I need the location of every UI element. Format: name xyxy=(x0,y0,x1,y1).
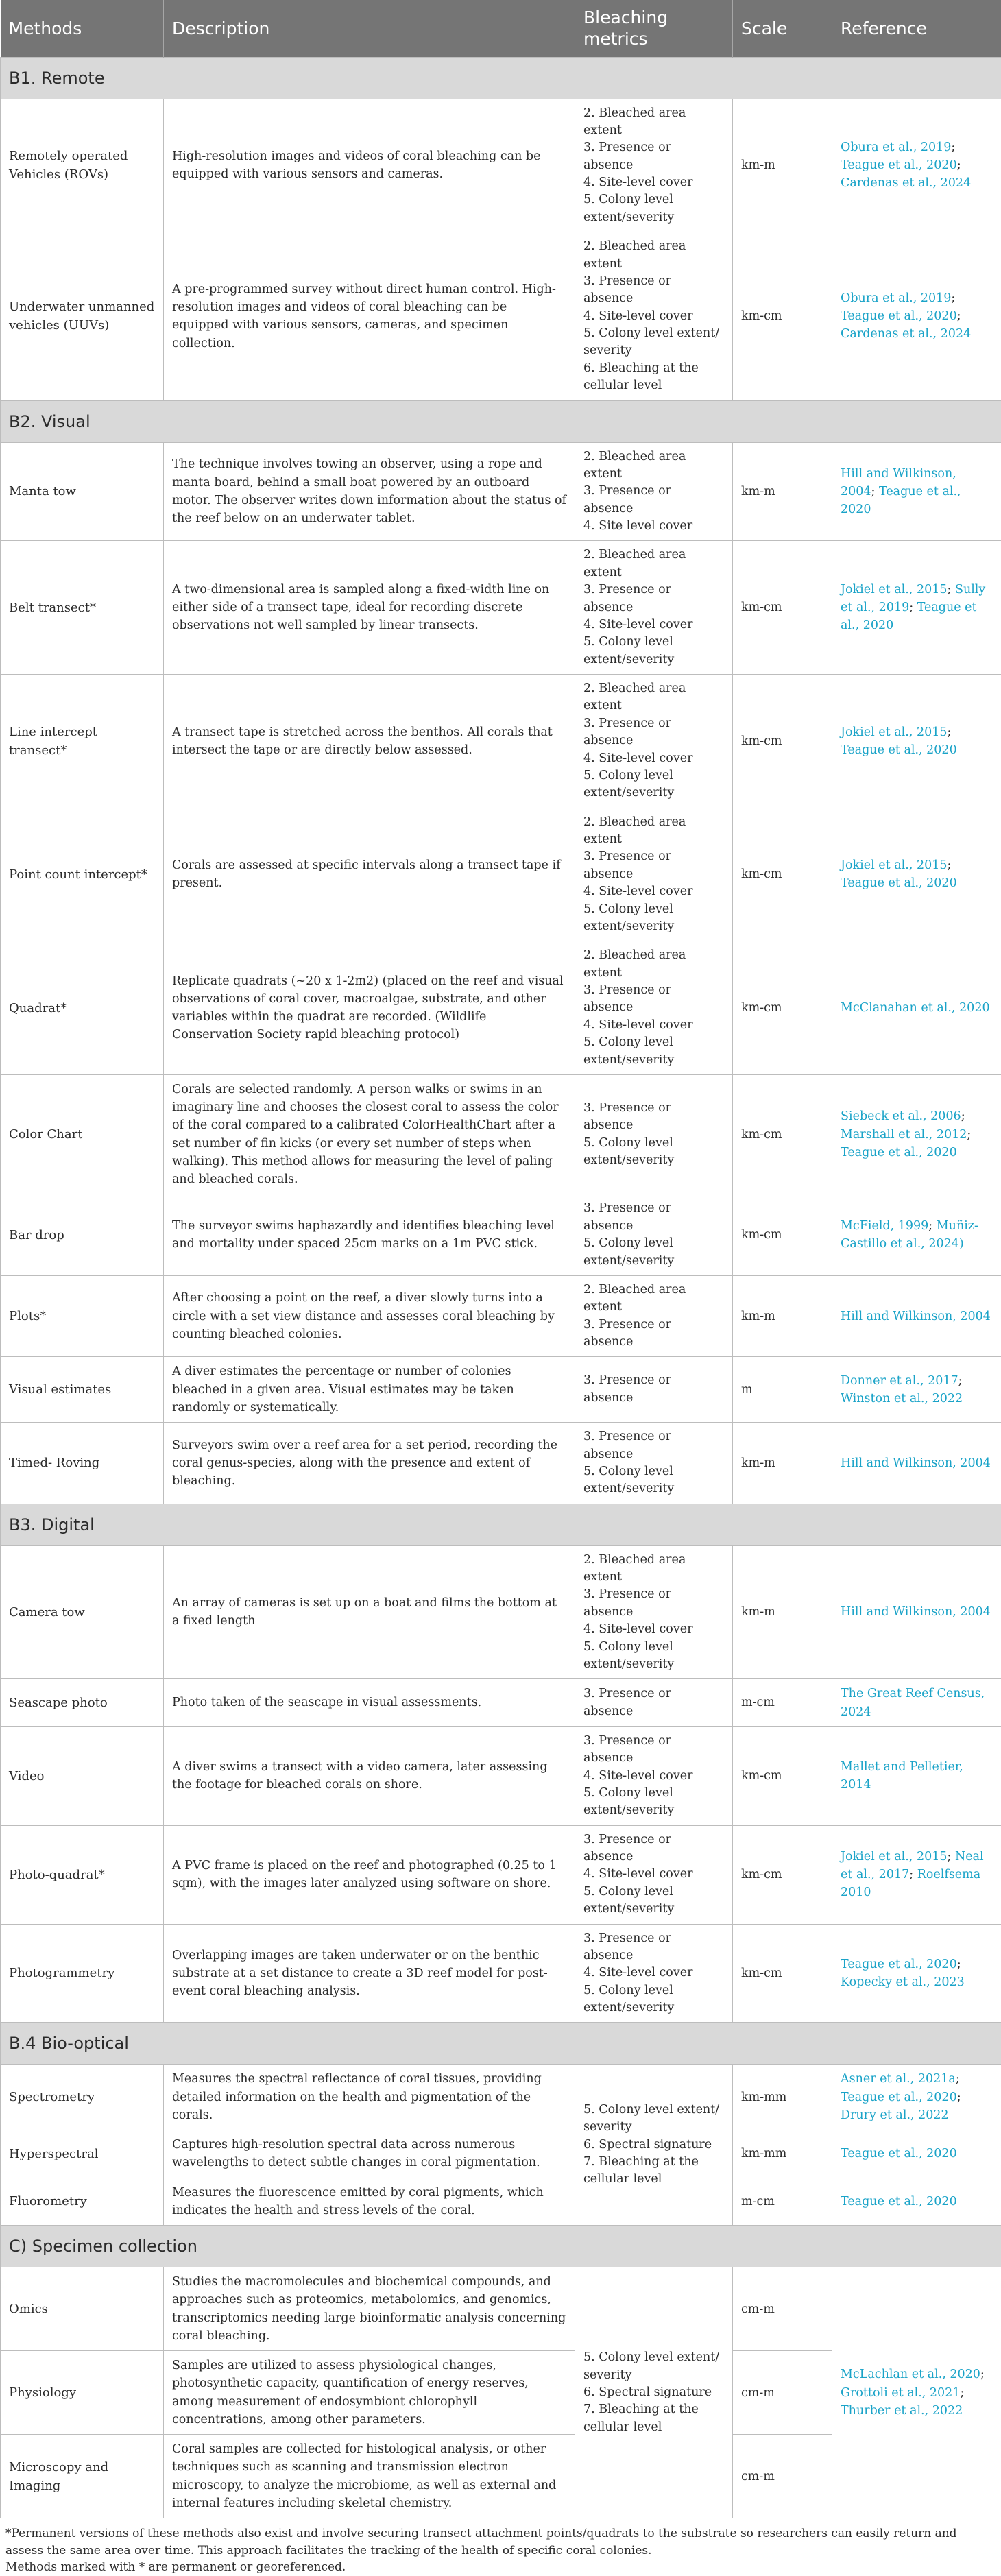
reference-link[interactable]: Hill and Wilkinson, 2004 xyxy=(841,1310,991,1323)
section-title: B2. Visual xyxy=(1,400,1001,442)
method-cell: Timed- Roving xyxy=(1,1423,164,1504)
method-cell: Video xyxy=(1,1726,164,1825)
description-cell: After choosing a point on the reef, a diver slowly turns into a circle with a set view distance and assesses coral bleaching by counting bleached colonies. xyxy=(164,1275,575,1357)
metric-item: 2. Bleached area extent xyxy=(583,1281,724,1316)
description-cell: Surveyors swim over a reef area for a set period, recording the coral genus-species, along with the presence and extent of bleaching. xyxy=(164,1423,575,1504)
metric-item: 7. Bleaching at the cellular level xyxy=(583,2401,724,2436)
metric-item: 3. Presence or absence xyxy=(583,848,724,883)
metric-item: 5. Colony level extent/severity xyxy=(583,1639,724,1674)
reference-link[interactable]: Cardenas et al., 2024 xyxy=(841,176,971,190)
scale-cell: cm-m xyxy=(733,2267,832,2351)
metric-item: 4. Site-level cover xyxy=(583,174,724,191)
table-row xyxy=(1,941,1001,1075)
reference-cell xyxy=(832,1924,1001,2023)
reference-link[interactable]: Jokiel et al., 2015 xyxy=(841,725,947,739)
method-cell: Photo-quadrat* xyxy=(1,1825,164,1924)
metrics-cell xyxy=(575,1275,733,1357)
reference-link[interactable]: Asner et al., 2021a xyxy=(841,2072,956,2086)
metrics-cell xyxy=(575,2065,733,2226)
reference-link[interactable]: The Great Reef Census, 2024 xyxy=(841,1687,985,1718)
reference-cell xyxy=(832,2178,1001,2226)
section-row xyxy=(1,1504,1001,1545)
section-row xyxy=(1,400,1001,442)
reference-cell xyxy=(832,1357,1001,1423)
reference-separator: ; xyxy=(909,1868,917,1881)
metric-item: 4. Site-level cover xyxy=(583,1866,724,1883)
scale-cell: km-cm xyxy=(733,1074,832,1194)
method-cell: Plots* xyxy=(1,1275,164,1357)
metrics-cell xyxy=(575,442,733,541)
reference-separator: ; xyxy=(947,858,951,872)
table-row xyxy=(1,1679,1001,1727)
header-reference: Reference xyxy=(832,0,1001,57)
metric-item: 4. Site-level cover xyxy=(583,883,724,900)
footnotes xyxy=(0,2518,1001,2576)
description-cell: Overlapping images are taken underwater or on the benthic substrate at a set distance to create a 3D reef model for post-event coral bleaching analysis. xyxy=(164,1924,575,2023)
section-title: C) Specimen collection xyxy=(1,2226,1001,2267)
table-row xyxy=(1,1275,1001,1357)
metrics-cell xyxy=(575,2267,733,2518)
reference-cell xyxy=(832,442,1001,541)
metric-item: 4. Site-level cover xyxy=(583,1017,724,1034)
reference-link[interactable]: Teague et al., 2020 xyxy=(841,309,957,323)
metric-item: 5. Colony level extent/severity xyxy=(583,1463,724,1498)
reference-link[interactable]: Donner et al., 2017 xyxy=(841,1374,958,1388)
reference-separator: ; xyxy=(956,2072,960,2086)
method-cell: Underwater unmanned vehicles (UUVs) xyxy=(1,232,164,400)
method-cell: Spectrometry xyxy=(1,2065,164,2130)
reference-cell xyxy=(832,232,1001,400)
table-row xyxy=(1,1825,1001,1924)
reference-separator: ; xyxy=(947,725,951,739)
reference-cell xyxy=(832,808,1001,941)
metric-item: 5. Colony level extent/severity xyxy=(583,767,724,802)
reference-separator: ; xyxy=(871,485,879,498)
scale-cell: m xyxy=(733,1357,832,1423)
reference-cell xyxy=(832,675,1001,808)
table-row xyxy=(1,442,1001,541)
metric-item: 7. Bleaching at the cellular level xyxy=(583,2154,724,2189)
scale-cell: km-m xyxy=(733,1275,832,1357)
method-cell: Fluorometry xyxy=(1,2178,164,2226)
table-row xyxy=(1,2130,1001,2178)
description-cell: A transect tape is stretched across the benthos. All corals that intersect the tape or are directly below assessed. xyxy=(164,675,575,808)
metric-item: 3. Presence or absence xyxy=(583,1586,724,1621)
reference-link[interactable]: Drury et al., 2022 xyxy=(841,2108,949,2122)
metric-item: 2. Bleached area extent xyxy=(583,814,724,849)
method-cell: Physiology xyxy=(1,2351,164,2435)
metric-item: 3. Presence or absence xyxy=(583,581,724,616)
reference-cell xyxy=(832,541,1001,675)
metric-item: 5. Colony level extent/severity xyxy=(583,1982,724,2017)
metrics-cell xyxy=(575,675,733,808)
section-title: B1. Remote xyxy=(1,57,1001,99)
table-row xyxy=(1,1924,1001,2023)
description-cell: Captures high-resolution spectral data across numerous wavelengths to detect subtle changes in coral pigmentation. xyxy=(164,2130,575,2178)
metric-item: 3. Presence or absence xyxy=(583,1930,724,1965)
table-row xyxy=(1,1726,1001,1825)
scale-cell: km-cm xyxy=(733,1726,832,1825)
metric-item: 2. Bleached area extent xyxy=(583,947,724,982)
section-title: B3. Digital xyxy=(1,1504,1001,1545)
metric-item: 3. Presence or absence xyxy=(583,1200,724,1235)
reference-link[interactable]: Jokiel et al., 2015 xyxy=(841,583,947,597)
metric-item: 4. Site-level cover xyxy=(583,1964,724,1982)
header-scale: Scale xyxy=(733,0,832,57)
scale-cell: km-cm xyxy=(733,1825,832,1924)
reference-separator: ; xyxy=(967,1128,971,1142)
metric-item: 4. Site-level cover xyxy=(583,1768,724,1785)
scale-cell: km-cm xyxy=(733,1194,832,1276)
reference-separator: ; xyxy=(957,158,961,172)
description-cell: A PVC frame is placed on the reef and photographed (0.25 to 1 sqm), with the images later analyzed using software on shore. xyxy=(164,1825,575,1924)
table-row xyxy=(1,1423,1001,1504)
metric-item: 2. Bleached area extent xyxy=(583,546,724,581)
metric-item: 3. Presence or absence xyxy=(583,982,724,1017)
reference-cell xyxy=(832,1726,1001,1825)
metric-item: 5. Colony level extent/severity xyxy=(583,1785,724,1820)
metric-item: 3. Presence or absence xyxy=(583,273,724,308)
metric-item: 5. Colony level extent/severity xyxy=(583,1883,724,1918)
metric-item: 5. Colony level extent/severity xyxy=(583,1034,724,1069)
table-row xyxy=(1,99,1001,232)
reference-link[interactable]: Siebeck et al., 2006 xyxy=(841,1109,961,1123)
scale-cell: km-m xyxy=(733,1545,832,1679)
method-cell: Line intercept transect* xyxy=(1,675,164,808)
reference-cell xyxy=(832,1194,1001,1276)
metric-item: 2. Bleached area extent xyxy=(583,238,724,273)
scale-cell: km-cm xyxy=(733,675,832,808)
metric-item: 2. Bleached area extent xyxy=(583,448,724,483)
table-row xyxy=(1,541,1001,675)
header-description: Description xyxy=(164,0,575,57)
scale-cell: km-m xyxy=(733,99,832,232)
scale-cell: km-cm xyxy=(733,808,832,941)
scale-cell: km-mm xyxy=(733,2065,832,2130)
reference-link[interactable]: Cardenas et al., 2024 xyxy=(841,327,971,341)
reference-link[interactable]: Kopecky et al., 2023 xyxy=(841,1975,965,1989)
reference-link[interactable]: Winston et al., 2022 xyxy=(841,1392,963,1406)
metric-item: 3. Presence or absence xyxy=(583,1316,724,1351)
section-row xyxy=(1,57,1001,99)
metrics-cell xyxy=(575,232,733,400)
metric-item: 3. Presence or absence xyxy=(583,715,724,750)
description-cell: A diver estimates the percentage or number of colonies bleached in a given area. Visual estimates may be taken randomly or systematically. xyxy=(164,1357,575,1423)
metric-item: 5. Colony level extent/severity xyxy=(583,191,724,226)
footnote-marked: Methods marked with * are permanent or georeferenced. xyxy=(5,2559,996,2576)
reference-cell xyxy=(832,1275,1001,1357)
table-row xyxy=(1,1194,1001,1276)
reference-link[interactable]: Teague et al., 2020 xyxy=(841,1958,957,1971)
reference-link[interactable]: Teague et al., 2020 xyxy=(841,2195,957,2208)
reference-link[interactable]: Grottoli et al., 2021 xyxy=(841,2386,960,2400)
scale-cell: m-cm xyxy=(733,2178,832,2226)
table-row xyxy=(1,675,1001,808)
metric-item: 5. Colony level extent/severity xyxy=(583,634,724,669)
metrics-cell xyxy=(575,541,733,675)
method-cell: Color Chart xyxy=(1,1074,164,1194)
scale-cell: m-cm xyxy=(733,1679,832,1727)
metric-item: 4. Site-level cover xyxy=(583,308,724,325)
metric-item: 3. Presence or absence xyxy=(583,483,724,518)
metric-item: 2. Bleached area extent xyxy=(583,1552,724,1587)
reference-separator: ; xyxy=(961,1109,965,1123)
description-cell: Corals are assessed at specific intervals along a transect tape if present. xyxy=(164,808,575,941)
metric-item: 3. Presence or absence xyxy=(583,139,724,174)
reference-separator: ; xyxy=(951,291,955,305)
metric-item: 5. Colony level extent/severity xyxy=(583,1235,724,1270)
metric-item: 3. Presence or absence xyxy=(583,1100,724,1135)
metric-item: 6. Spectral signature xyxy=(583,2384,724,2401)
section-row xyxy=(1,2023,1001,2065)
method-cell: Quadrat* xyxy=(1,941,164,1075)
reference-separator: ; xyxy=(957,309,961,323)
description-cell: Measures the spectral reflectance of coral tissues, providing detailed information on the health and pigmentation of the corals. xyxy=(164,2065,575,2130)
metric-item: 3. Presence or absence xyxy=(583,1428,724,1463)
scale-cell: cm-m xyxy=(733,2351,832,2435)
metrics-cell xyxy=(575,1545,733,1679)
reference-link[interactable]: Jokiel et al., 2015 xyxy=(841,1850,947,1864)
metrics-cell xyxy=(575,1726,733,1825)
method-cell: Belt transect* xyxy=(1,541,164,675)
reference-link[interactable]: Sully et al., 2019 xyxy=(841,583,985,614)
metric-item: 5. Colony level extent/ severity xyxy=(583,325,724,360)
reference-cell xyxy=(832,1074,1001,1194)
metric-item: 6. Spectral signature xyxy=(583,2136,724,2154)
reference-link[interactable]: Obura et al., 2019 xyxy=(841,141,951,154)
reference-separator: ; xyxy=(951,141,955,154)
table-row xyxy=(1,2178,1001,2226)
metrics-cell xyxy=(575,1074,733,1194)
description-cell: The surveyor swims haphazardly and identifies bleaching level and mortality under spaced 25cm marks on a 1m PVC stick. xyxy=(164,1194,575,1276)
reference-cell xyxy=(832,1825,1001,1924)
scale-cell: km-m xyxy=(733,442,832,541)
reference-link[interactable]: Hill and Wilkinson, 2004 xyxy=(841,467,956,498)
reference-link[interactable]: Teague et al., 2020 xyxy=(841,2147,957,2160)
table-row xyxy=(1,232,1001,400)
reference-cell xyxy=(832,1423,1001,1504)
description-cell: Photo taken of the seascape in visual assessments. xyxy=(164,1679,575,1727)
reference-cell xyxy=(832,2065,1001,2130)
method-cell: Visual estimates xyxy=(1,1357,164,1423)
metric-item: 3. Presence or absence xyxy=(583,1831,724,1866)
metric-item: 2. Bleached area extent xyxy=(583,680,724,715)
reference-link[interactable]: Mallet and Pelletier, 2014 xyxy=(841,1760,963,1792)
reference-link[interactable]: Teague et al., 2020 xyxy=(841,485,961,516)
reference-cell xyxy=(832,99,1001,232)
reference-link[interactable]: McField, 1999 xyxy=(841,1219,928,1233)
metric-item: 5. Colony level extent/severity xyxy=(583,1135,724,1170)
reference-separator: ; xyxy=(909,601,917,614)
description-cell: The technique involves towing an observer, using a rope and manta board, behind a small boat powered by an outboard motor. The observer writes down information about the status of the reef below on an underwater tablet. xyxy=(164,442,575,541)
reference-link[interactable]: Thurber et al., 2022 xyxy=(841,2404,963,2418)
description-cell: Measures the fluorescence emitted by coral pigments, which indicates the health and stress levels of the coral. xyxy=(164,2178,575,2226)
scale-cell: km-cm xyxy=(733,541,832,675)
metrics-cell xyxy=(575,1423,733,1504)
reference-cell xyxy=(832,2267,1001,2518)
scale-cell: km-cm xyxy=(733,232,832,400)
metrics-cell xyxy=(575,1825,733,1924)
description-cell: A diver swims a transect with a video camera, later assessing the footage for bleached corals on shore. xyxy=(164,1726,575,1825)
method-cell: Point count intercept* xyxy=(1,808,164,941)
reference-link[interactable]: Teague et al., 2020 xyxy=(841,601,977,632)
description-cell: Replicate quadrats (~20 x 1-2m2) (placed on the reef and visual observations of coral cover, macroalgae, substrate, and other variables within the quadrat are recorded. (Wildlife Conservation Society rapid bleaching protocol) xyxy=(164,941,575,1075)
description-cell: High-resolution images and videos of coral bleaching can be equipped with various sensors and cameras. xyxy=(164,99,575,232)
method-cell: Hyperspectral xyxy=(1,2130,164,2178)
reference-link[interactable]: Teague et al., 2020 xyxy=(841,158,957,172)
metric-item: 3. Presence or absence xyxy=(583,1685,724,1720)
reference-cell xyxy=(832,941,1001,1075)
reference-link[interactable]: Teague et al., 2020 xyxy=(841,1146,957,1159)
reference-link[interactable]: Marshall et al., 2012 xyxy=(841,1128,967,1142)
metrics-cell xyxy=(575,1679,733,1727)
reference-link[interactable]: Teague et al., 2020 xyxy=(841,2091,957,2104)
metric-item: 5. Colony level extent/severity xyxy=(583,901,724,936)
scale-cell: cm-m xyxy=(733,2435,832,2518)
reference-cell xyxy=(832,1545,1001,1679)
reference-separator: ; xyxy=(980,2368,985,2381)
description-cell: A pre-programmed survey without direct human control. High-resolution images and videos of coral bleaching can be equipped with various sensors, cameras, and specimen collection. xyxy=(164,232,575,400)
reference-separator: ; xyxy=(947,583,954,597)
scale-cell: km-m xyxy=(733,1423,832,1504)
section-title: B.4 Bio-optical xyxy=(1,2023,1001,2065)
metric-item: 5. Colony level extent/ severity xyxy=(583,2102,724,2136)
table-body xyxy=(1,57,1001,2518)
method-cell: Camera tow xyxy=(1,1545,164,1679)
reference-separator: ; xyxy=(957,2091,961,2104)
footnote-permanent: *Permanent versions of these methods also exist and involve securing transect attachment points/quadrats to the substrate so researchers can easily return and assess the same area over time. This approach facilitates the tracking of the health of specific coral colonies. xyxy=(5,2525,996,2559)
reference-link[interactable]: Hill and Wilkinson, 2004 xyxy=(841,1605,991,1619)
metric-item: 3. Presence or absence xyxy=(583,1372,724,1407)
reference-cell xyxy=(832,1679,1001,1727)
method-cell: Bar drop xyxy=(1,1194,164,1276)
reference-separator: ; xyxy=(957,1958,961,1971)
description-cell: Coral samples are collected for histological analysis, or other techniques such as scanning and transmission electron microscopy, to analyze the microbiome, as well as external and internal features including skeletal chemistry. xyxy=(164,2435,575,2518)
metrics-cell xyxy=(575,1194,733,1276)
table-row xyxy=(1,2267,1001,2351)
table-row xyxy=(1,808,1001,941)
scale-cell: km-mm xyxy=(733,2130,832,2178)
metric-item: 6. Bleaching at the cellular level xyxy=(583,360,724,395)
description-cell: An array of cameras is set up on a boat and films the bottom at a fixed length xyxy=(164,1545,575,1679)
reference-separator: ; xyxy=(928,1219,936,1233)
metric-item: 4. Site-level cover xyxy=(583,1621,724,1638)
method-cell: Microscopy and Imaging xyxy=(1,2435,164,2518)
method-cell: Seascape photo xyxy=(1,1679,164,1727)
reference-link[interactable]: Muñiz-Castillo et al., 2024) xyxy=(841,1219,978,1251)
reference-link[interactable]: Roelfsema 2010 xyxy=(841,1868,980,1899)
metrics-cell xyxy=(575,1924,733,2023)
metrics-cell xyxy=(575,1357,733,1423)
table-row xyxy=(1,2065,1001,2130)
reference-link[interactable]: McClanahan et al., 2020 xyxy=(841,1001,990,1015)
method-cell: Remotely operated Vehicles (ROVs) xyxy=(1,99,164,232)
reference-link[interactable]: Obura et al., 2019 xyxy=(841,291,951,305)
table-row xyxy=(1,1545,1001,1679)
header-methods: Methods xyxy=(1,0,164,57)
reference-link[interactable]: Teague et al., 2020 xyxy=(841,876,957,890)
method-cell: Photogrammetry xyxy=(1,1924,164,2023)
scale-cell: km-cm xyxy=(733,1924,832,2023)
metric-item: 5. Colony level extent/ severity xyxy=(583,2349,724,2384)
reference-link[interactable]: Neal et al., 2017 xyxy=(841,1850,984,1881)
table-row xyxy=(1,1074,1001,1194)
description-cell: Samples are utilized to assess physiological changes, photosynthetic capacity, quantification of energy reserves, among measurement of endosymbiont chlorophyll concentrations, among other parameters. xyxy=(164,2351,575,2435)
reference-link[interactable]: Hill and Wilkinson, 2004 xyxy=(841,1456,991,1470)
metric-item: 4. Site level cover xyxy=(583,518,724,535)
method-cell: Omics xyxy=(1,2267,164,2351)
metric-item: 4. Site-level cover xyxy=(583,616,724,634)
reference-cell xyxy=(832,2130,1001,2178)
description-cell: Corals are selected randomly. A person walks or swims in an imaginary line and chooses the closest coral to assess the color of the coral compared to a calibrated ColorHealthChart after a set number of fin kicks (or every set number of steps when walking). This method allows for measuring the level of paling and bleached corals. xyxy=(164,1074,575,1194)
section-row xyxy=(1,2226,1001,2267)
reference-separator: ; xyxy=(947,1850,954,1864)
table-row xyxy=(1,1357,1001,1423)
method-cell: Manta tow xyxy=(1,442,164,541)
metrics-cell xyxy=(575,99,733,232)
reference-link[interactable]: McLachlan et al., 2020 xyxy=(841,2368,980,2381)
reference-link[interactable]: Teague et al., 2020 xyxy=(841,743,957,757)
description-cell: A two-dimensional area is sampled along a fixed-width line on either side of a transect tape, ideal for recording discrete observations not well sampled by linear transects. xyxy=(164,541,575,675)
description-cell: Studies the macromolecules and biochemical compounds, and approaches such as proteomics, metabolomics, and genomics, transcriptomics needing large bioinformatic analysis concerning coral bleaching. xyxy=(164,2267,575,2351)
metric-item: 3. Presence or absence xyxy=(583,1733,724,1768)
table-header-row xyxy=(1,0,1001,57)
metric-item: 4. Site-level cover xyxy=(583,750,724,767)
metric-item: 2. Bleached area extent xyxy=(583,105,724,140)
reference-separator: ; xyxy=(960,2386,964,2400)
reference-link[interactable]: Jokiel et al., 2015 xyxy=(841,858,947,872)
metrics-cell xyxy=(575,808,733,941)
scale-cell: km-cm xyxy=(733,941,832,1075)
metrics-cell xyxy=(575,941,733,1075)
header-bleaching-metrics: Bleaching metrics xyxy=(575,0,733,57)
reference-separator: ; xyxy=(958,1374,963,1388)
